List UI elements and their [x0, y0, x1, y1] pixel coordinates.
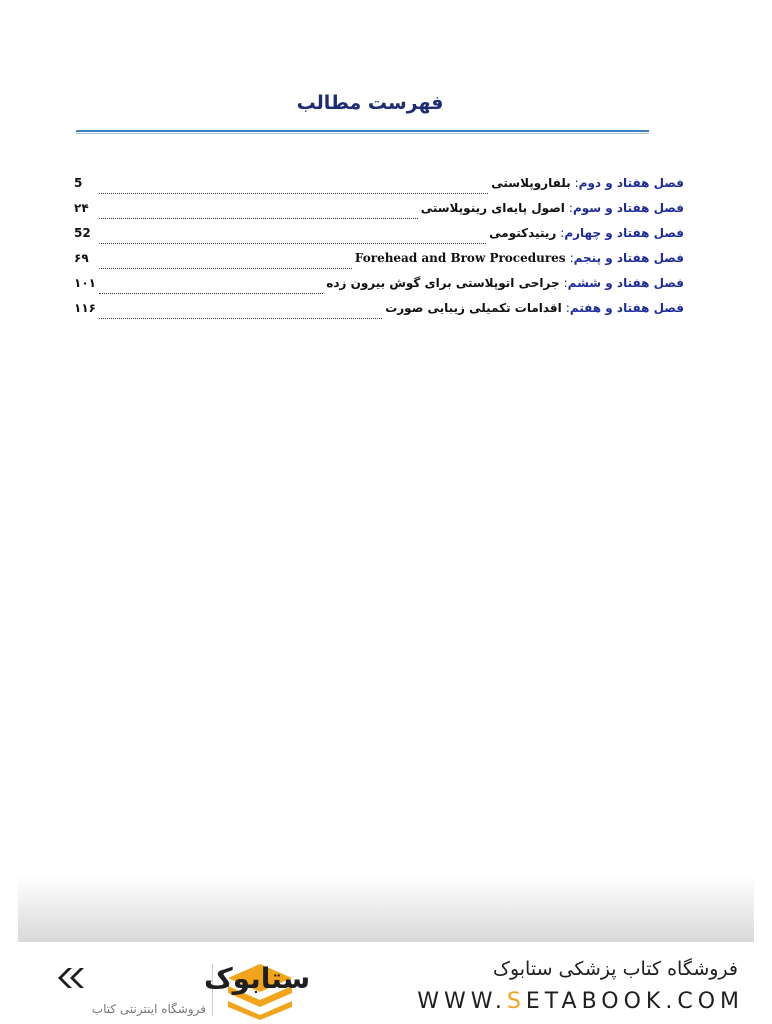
toc-dot-leader — [99, 293, 323, 294]
toc-entry-title: اقدامات تکمیلی زیبایی صورت — [385, 301, 562, 315]
toc-chapter-label: فصل هفتاد و دوم — [578, 176, 684, 190]
toc-list — [74, 176, 684, 326]
toc-entry-title: اصول پایه‌ای رینوپلاستی — [420, 201, 565, 215]
toc-entry-title: Forehead and Brow Procedures — [354, 251, 566, 265]
toc-separator: : — [568, 201, 573, 215]
toc-separator: : — [563, 276, 568, 290]
title-underline — [76, 130, 649, 135]
toc-separator: : — [565, 301, 570, 315]
toc-chapter-label: فصل هفتاد و سوم — [572, 201, 684, 215]
toc-entry[interactable] — [74, 226, 684, 251]
toc-entry[interactable] — [74, 176, 684, 201]
toc-entry-title: جراحی اتوپلاستی برای گوش بیرون زده — [326, 276, 560, 290]
toc-entry[interactable] — [74, 301, 684, 326]
toc-entry-title: ریتیدکتومی — [489, 226, 557, 240]
toc-page-number: ۱۱۶ — [74, 301, 96, 315]
footer-url-suffix: ETABOOK.COM — [525, 989, 744, 1014]
logo-wordmark-text: ستابوک — [204, 962, 311, 995]
toc-dot-leader — [99, 218, 418, 219]
footer-website-url[interactable] — [396, 989, 744, 1014]
toc-dot-leader — [99, 243, 486, 244]
toc-dot-leader — [99, 268, 352, 269]
toc-entry-title: بلفاروپلاستی — [491, 176, 571, 190]
page-title: فهرست مطالب — [296, 92, 444, 114]
toc-chapter-label: فصل هفتاد و هفتم — [569, 301, 684, 315]
title-underline-thick — [76, 130, 649, 132]
footer-url-prefix: WWW. — [417, 989, 507, 1014]
setabook-wordmark-logo — [54, 958, 311, 998]
title-underline-thin — [76, 133, 649, 134]
footer-gradient-band — [18, 875, 754, 942]
toc-page-number: ۱۰۱ — [74, 276, 96, 290]
toc-chapter-label: فصل هفتاد و چهارم — [564, 226, 684, 240]
toc-entry[interactable] — [74, 201, 684, 226]
toc-chapter-label: فصل هفتاد و پنجم — [573, 251, 684, 265]
toc-entry[interactable] — [74, 251, 684, 276]
toc-separator: : — [569, 251, 574, 265]
toc-chapter-label: فصل هفتاد و ششم — [567, 276, 684, 290]
footer-store-name: فروشگاه کتاب پزشکی ستابوک — [492, 958, 738, 980]
toc-page-number: ۲۴ — [74, 201, 89, 215]
toc-dot-leader — [99, 318, 382, 319]
logo-tagline: فروشگاه اینترنتی کتاب — [91, 1002, 206, 1016]
toc-separator: : — [560, 226, 565, 240]
toc-page-number: 5 — [74, 176, 83, 190]
footer-url-highlight: S — [506, 989, 526, 1014]
toc-dot-leader — [99, 193, 488, 194]
double-chevron-left-icon — [70, 968, 84, 988]
toc-page-number: ۶۹ — [74, 251, 89, 265]
toc-page-number: 52 — [74, 226, 91, 240]
toc-separator: : — [574, 176, 579, 190]
toc-entry[interactable] — [74, 276, 684, 301]
